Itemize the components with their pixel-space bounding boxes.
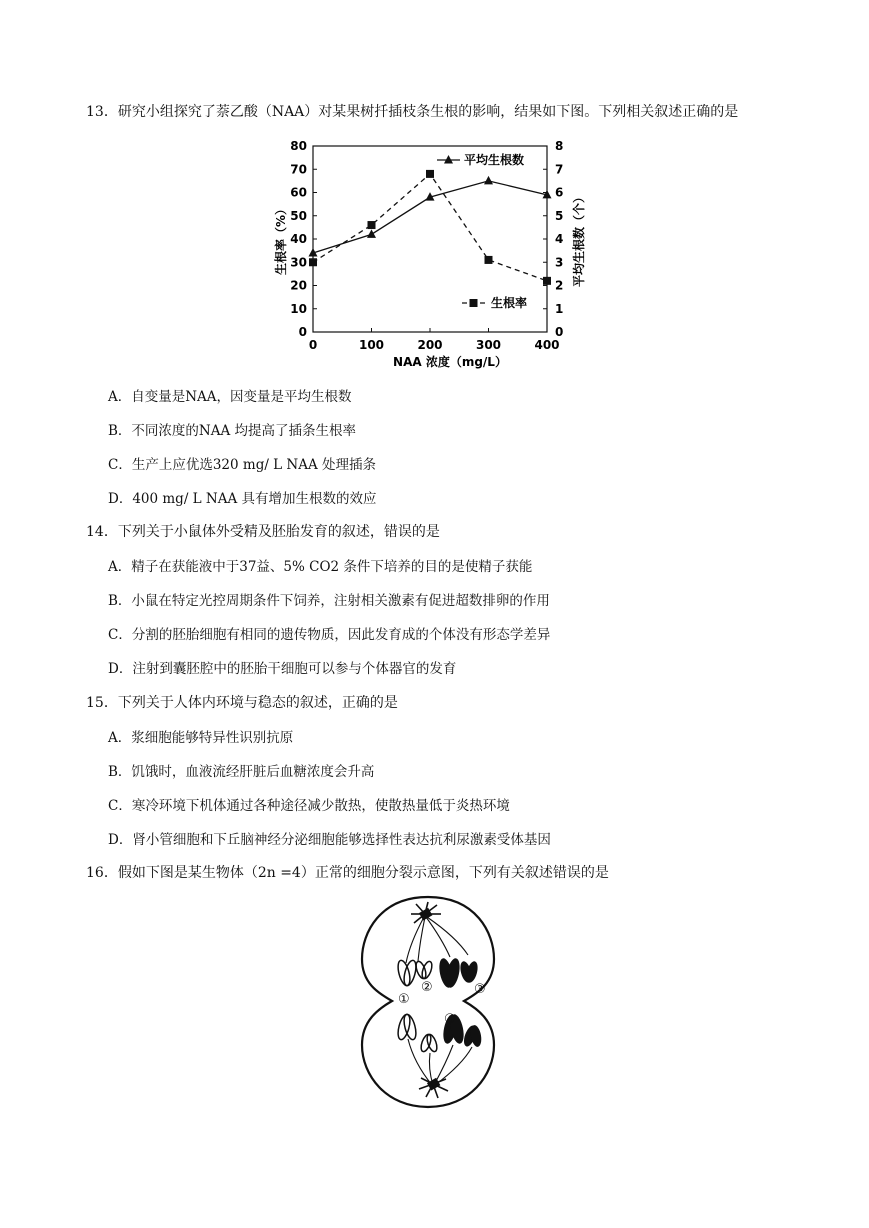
- question-14-stem: 14．下列关于小鼠体外受精及胚胎发育的叙述，错误的是: [86, 524, 440, 540]
- square-point: [309, 258, 317, 266]
- naa-rooting-chart: [265, 133, 595, 378]
- right-tick-label: 8: [555, 139, 564, 153]
- spindle-bottom: [408, 1039, 472, 1085]
- q13-option-c[interactable]: C．生产上应优选320 mg/ L NAA 处理插条: [108, 457, 377, 473]
- x-tick-label: 100: [358, 338, 385, 352]
- left-tick-label: 0: [298, 325, 307, 339]
- chromosomes-top: [396, 957, 480, 989]
- right-tick-label: 3: [555, 255, 564, 270]
- cell-outline: [362, 897, 494, 1107]
- label-4: ④: [444, 1012, 456, 1027]
- square-point: [426, 170, 434, 178]
- q15-option-c[interactable]: C．寒冷环境下机体通过各种途径减少散热，使散热量低于炎热环境: [108, 798, 510, 814]
- q15-option-d[interactable]: D．肾小管细胞和下丘脑神经分泌细胞能够选择性表达抗利尿激素受体基因: [108, 832, 551, 848]
- x-tick-label: 400: [534, 338, 560, 352]
- triangle-point: [367, 229, 376, 238]
- left-tick-label: 50: [290, 208, 307, 223]
- question-16-stem: 16．假如下图是某生物体（2n =4）正常的细胞分裂示意图，下列有关叙述错误的是: [86, 865, 609, 881]
- label-2: ②: [421, 980, 433, 995]
- left-axis-label: 生根率（%）: [274, 202, 288, 276]
- legend-label-rooting-rate: 生根率: [491, 296, 528, 310]
- legend-triangle: [444, 155, 453, 164]
- question-13-stem: 13．研究小组探究了萘乙酸（NAA）对某果树扦插枝条生根的影响，结果如下图。下列相关叙述正确的是: [86, 104, 739, 120]
- left-tick-label: 60: [290, 185, 307, 200]
- q13-option-a[interactable]: A．自变量是NAA，因变量是平均生根数: [108, 389, 352, 405]
- right-tick-label: 0: [555, 325, 564, 339]
- right-tick-label: 5: [555, 208, 564, 223]
- label-3: ③: [474, 982, 486, 997]
- right-tick-label: 2: [555, 278, 564, 293]
- question-15-stem: 15．下列关于人体内环境与稳态的叙述，正确的是: [86, 695, 398, 711]
- left-tick-label: 30: [290, 255, 307, 270]
- x-axis-label: NAA 浓度（mg/L）: [393, 355, 507, 369]
- chromosome-labels: [398, 980, 486, 1027]
- square-point: [485, 256, 493, 264]
- left-tick-label: 10: [290, 301, 307, 316]
- square-point: [368, 221, 376, 229]
- series-line-1: [313, 174, 547, 281]
- q13-option-d[interactable]: D．400 mg/ L NAA 具有增加生根数的效应: [108, 491, 377, 507]
- q14-option-c[interactable]: C．分割的胚胎细胞有相同的遗传物质，因此发育成的个体没有形态学差异: [108, 627, 551, 643]
- right-tick-label: 7: [555, 162, 564, 177]
- right-axis-label: 平均生根数（个）: [572, 190, 586, 288]
- right-tick-label: 4: [555, 232, 564, 246]
- left-tick-label: 70: [290, 162, 307, 177]
- right-tick-label: 6: [555, 185, 564, 200]
- q15-option-b[interactable]: B．饥饿时，血液流经肝脏后血糖浓度会升高: [108, 764, 375, 780]
- centrosome-bottom: [419, 1078, 448, 1098]
- chromosomes-bottom: [396, 1013, 483, 1053]
- left-tick-label: 20: [290, 278, 307, 293]
- label-1: ①: [398, 992, 410, 1007]
- q14-option-d[interactable]: D．注射到囊胚腔中的胚胎干细胞可以参与个体器官的发育: [108, 661, 457, 677]
- x-tick-label: 300: [475, 338, 502, 352]
- left-tick-label: 40: [290, 232, 307, 246]
- legend-label-avg-roots: 平均生根数: [464, 153, 525, 167]
- square-point: [543, 277, 551, 285]
- right-tick-label: 1: [555, 301, 564, 316]
- q14-option-b[interactable]: B．小鼠在特定光控周期条件下饲养，注射相关激素有促进超数排卵的作用: [108, 593, 550, 609]
- triangle-point: [484, 176, 493, 185]
- q14-option-a[interactable]: A．精子在获能液中于37益、5% CO2 条件下培养的目的是使精子获能: [108, 559, 533, 575]
- q13-option-b[interactable]: B．不同浓度的NAA 均提高了插条生根率: [108, 423, 357, 439]
- left-tick-label: 80: [290, 139, 307, 153]
- centrosome-top: [411, 902, 441, 923]
- spindle-top: [406, 917, 468, 963]
- x-tick-label: 0: [308, 338, 318, 352]
- x-tick-label: 200: [417, 338, 443, 352]
- legend-square: [470, 299, 478, 307]
- cell-division-diagram: [358, 893, 498, 1111]
- series-line-0: [313, 181, 547, 253]
- q15-option-a[interactable]: A．浆细胞能够特异性识别抗原: [108, 730, 294, 746]
